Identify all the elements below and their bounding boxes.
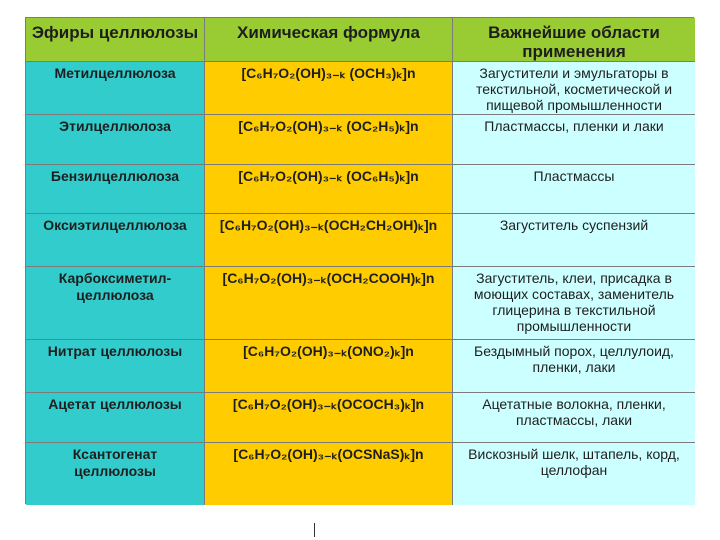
row-3-name: Бензилцеллюлоза	[26, 165, 205, 214]
row-7-use: Ацетатные волокна, пленки, пластмассы, лаки	[453, 393, 695, 443]
row-3-use: Пластмассы	[453, 165, 695, 214]
row-6-formula: [C₆H₇O₂(OH)₃₋ₖ(ONO₂)ₖ]n	[205, 340, 453, 393]
row-4-name: Оксиэтилцеллюлоза	[26, 214, 205, 267]
row-6-name: Нитрат целлюлозы	[26, 340, 205, 393]
text-cursor	[314, 523, 315, 537]
row-7-formula: [C₆H₇O₂(OH)₃₋ₖ(OCOCH₃)ₖ]n	[205, 393, 453, 443]
row-5-name: Карбоксиметил-целлюлоза	[26, 267, 205, 340]
header-applications: Важнейшие области применения	[453, 18, 695, 62]
cellulose-ethers-table	[25, 17, 694, 504]
row-1-name: Метилцеллюлоза	[26, 62, 205, 115]
row-8-use: Вискозный шелк, штапель, корд, целлофан	[453, 443, 695, 505]
row-4-formula: [C₆H₇O₂(OH)₃₋ₖ(OCH₂CH₂OH)ₖ]n	[205, 214, 453, 267]
row-7-name: Ацетат целлюлозы	[26, 393, 205, 443]
row-1-formula: [C₆H₇O₂(OH)₃₋ₖ (OCH₃)ₖ]n	[205, 62, 453, 115]
row-8-formula: [C₆H₇O₂(OH)₃₋ₖ(OCSNaS)ₖ]n	[205, 443, 453, 505]
row-2-use: Пластмассы, пленки и лаки	[453, 115, 695, 165]
row-6-use: Бездымный порох, целлулоид, пленки, лаки	[453, 340, 695, 393]
row-4-use: Загуститель суспензий	[453, 214, 695, 267]
header-formula: Химическая формула	[205, 18, 453, 62]
row-2-formula: [C₆H₇O₂(OH)₃₋ₖ (OC₂H₅)ₖ]n	[205, 115, 453, 165]
row-3-formula: [C₆H₇O₂(OH)₃₋ₖ (OC₆H₅)ₖ]n	[205, 165, 453, 214]
row-2-name: Этилцеллюлоза	[26, 115, 205, 165]
row-8-name: Ксантогенат целлюлозы	[26, 443, 205, 505]
row-1-use: Загустители и эмульгаторы в текстильной, косметической и пищевой промышленности	[453, 62, 695, 115]
header-ether: Эфиры целлюлозы	[26, 18, 205, 62]
row-5-use: Загуститель, клеи, присадка в моющих составах, заменитель глицерина в текстильной промышленности	[453, 267, 695, 340]
row-5-formula: [C₆H₇O₂(OH)₃₋ₖ(OCH₂COOH)ₖ]n	[205, 267, 453, 340]
